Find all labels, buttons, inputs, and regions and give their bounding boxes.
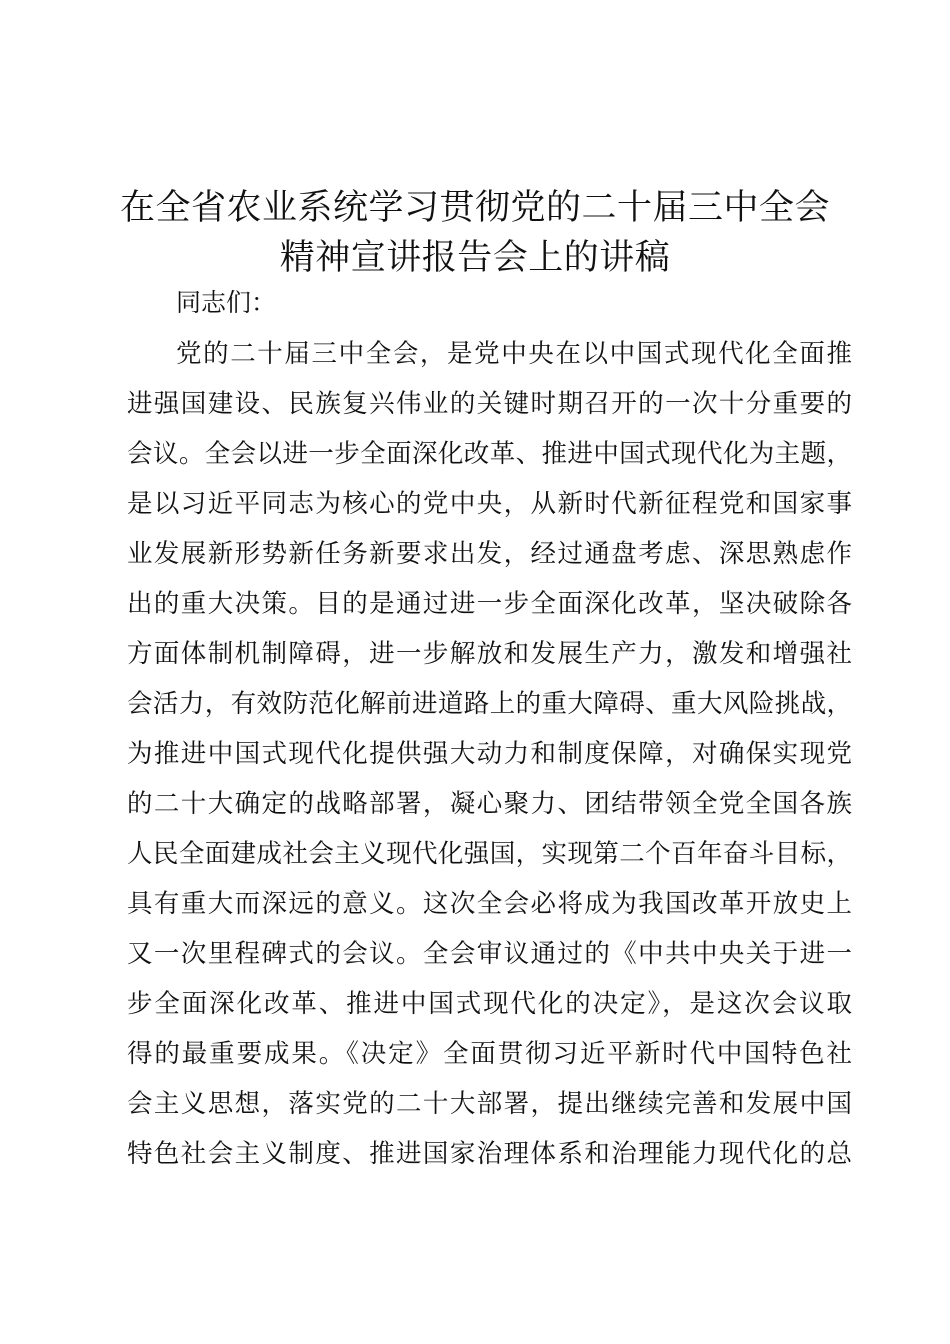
body-line: 党的二十届三中全会，是党中央在以中国式现代化全面推: [176, 339, 852, 369]
document-title-line-2: 精神宣讲报告会上的讲稿: [279, 238, 671, 278]
body-line: 会议。全会以进一步全面深化改革、推进中国式现代化为主题，: [127, 439, 852, 469]
body-line: 又一次里程碑式的会议。全会审议通过的《中共中央关于进一: [127, 939, 852, 969]
body-line: 方面体制机制障碍，进一步解放和发展生产力，激发和增强社: [127, 639, 852, 669]
body-line: 为推进中国式现代化提供强大动力和制度保障，对确保实现党: [127, 739, 852, 769]
body-line: 特色社会主义制度、推进国家治理体系和治理能力现代化的总: [127, 1139, 852, 1169]
salutation: 同志们：: [176, 288, 277, 317]
body-line: 具有重大而深远的意义。这次全会必将成为我国改革开放史上: [127, 889, 852, 919]
body-line: 的二十大确定的战略部署，凝心聚力、团结带领全党全国各族: [127, 789, 852, 819]
body-line: 人民全面建成社会主义现代化强国，实现第二个百年奋斗目标，: [127, 839, 852, 869]
body-line: 步全面深化改革、推进中国式现代化的决定》，是这次会议取: [127, 989, 852, 1019]
body-line: 进强国建设、民族复兴伟业的关键时期召开的一次十分重要的: [127, 389, 852, 419]
document-title-line-1: 在全省农业系统学习贯彻党的二十届三中全会: [119, 188, 830, 228]
body-line: 是以习近平同志为核心的党中央，从新时代新征程党和国家事: [127, 489, 852, 519]
body-line: 出的重大决策。目的是通过进一步全面深化改革，坚决破除各: [127, 589, 852, 619]
body-line: 得的最重要成果。《决定》全面贯彻习近平新时代中国特色社: [127, 1039, 852, 1069]
body-line: 会主义思想，落实党的二十大部署，提出继续完善和发展中国: [127, 1089, 852, 1119]
body-line: 业发展新形势新任务新要求出发，经过通盘考虑、深思熟虑作: [127, 539, 852, 569]
body-line: 会活力，有效防范化解前进道路上的重大障碍、重大风险挑战，: [127, 689, 852, 719]
